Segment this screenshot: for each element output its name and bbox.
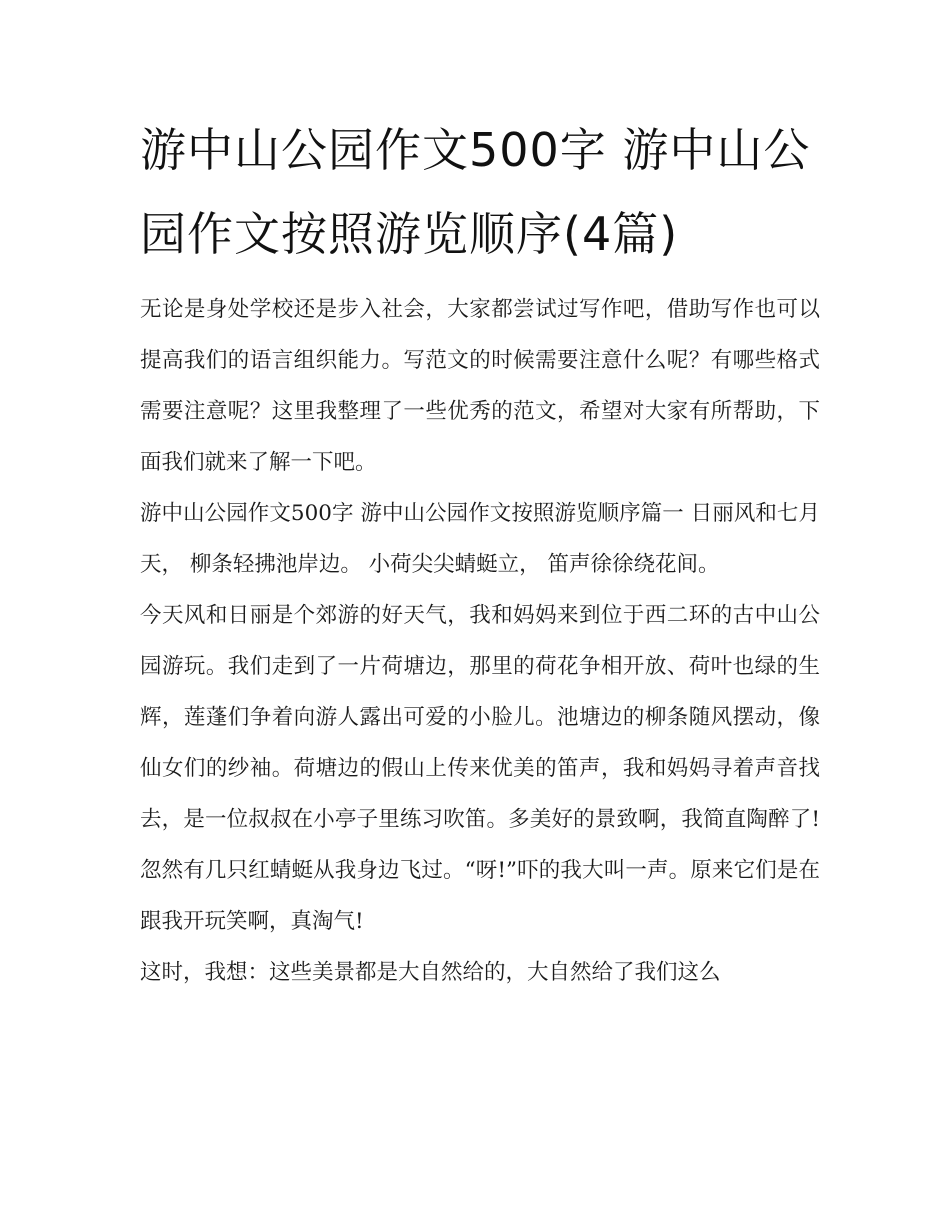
document-title: 游中山公园作文500字 游中山公园作文按照游览顺序(4篇) [140,123,811,261]
story-paragraph: 今天风和日丽是个郊游的好天气，我和妈妈来到位于西二环的古中山公园游玩。我们走到了一片荷塘边，那里的荷花争相开放、荷叶也绿的生辉，莲蓬们争着向游人露出可爱的小脸儿。池塘边的柳条随风摆动，像仙女们的纱袖。荷塘边的假山上传来优美的笛声，我和妈妈寻着声音找去，是一位叔叔在小亭子里练习吹笛。多美好的景致啊，我简直陶醉了!忽然有几只红蜻蜓从我身边飞过。“呀!”吓的我大叫一声。原来它们是在跟我开玩笑啊，真淘气! [140,603,820,934]
document-page [140,108,820,998]
poem-paragraph: 游中山公园作文500字 游中山公园作文按照游览顺序篇一 日丽风和七月天， 柳条轻拂池岸边。 小荷尖尖蜻蜓立， 笛声徐徐绕花间。 [140,501,820,577]
continuation-paragraph: 这时，我想：这些美景都是大自然给的，大自然给了我们这么 [140,960,721,985]
intro-paragraph: 无论是身处学校还是步入社会，大家都尝试过写作吧，借助写作也可以提高我们的语言组织能力。写范文的时候需要注意什么呢？有哪些格式需要注意呢？这里我整理了一些优秀的范文，希望对大家有所帮助，下面我们就来了解一下吧。 [140,297,820,475]
